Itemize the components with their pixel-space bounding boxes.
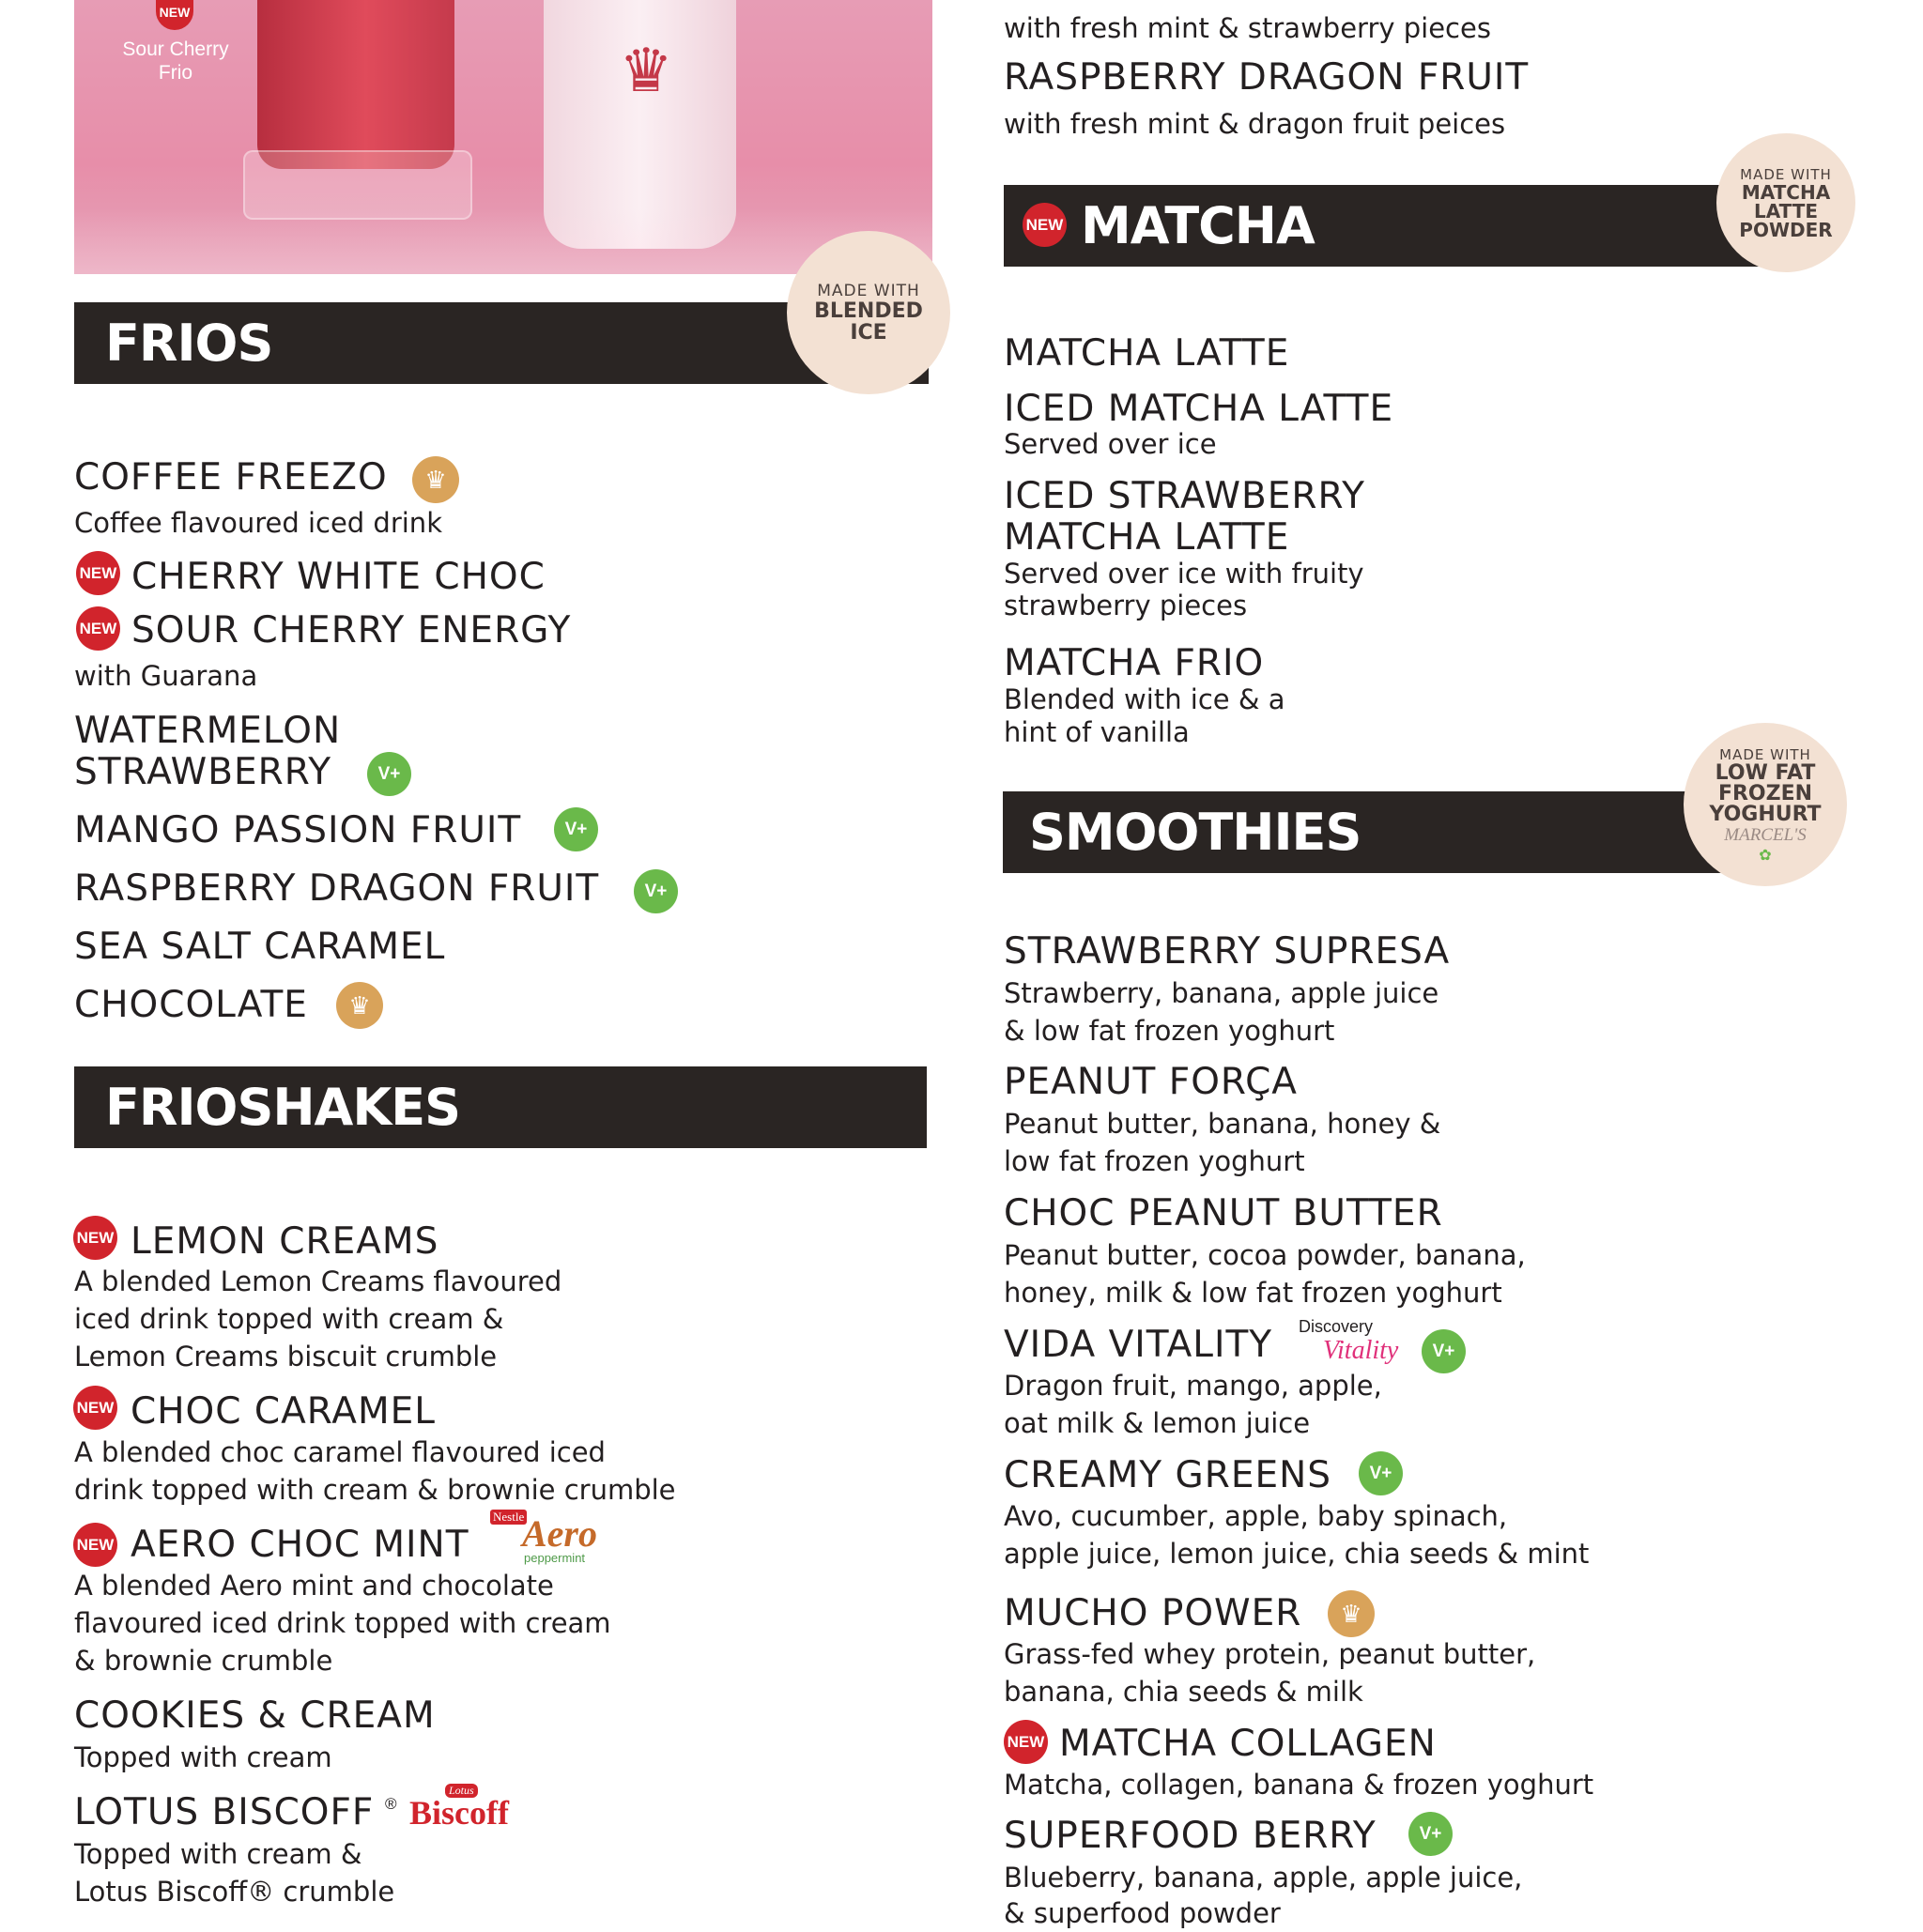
- item-name: COFFEE FREEZO: [74, 456, 388, 498]
- item-name: CREAMY GREENS: [1004, 1454, 1332, 1496]
- item-desc: flavoured iced drink topped with cream: [74, 1607, 611, 1639]
- section-title: FRIOSHAKES: [105, 1078, 460, 1137]
- item-name: CHOC PEANUT BUTTER: [1004, 1192, 1443, 1234]
- matcha-powder-badge: MADE WITH MATCHA LATTE POWDER: [1716, 133, 1855, 272]
- item-name: RASPBERRY DRAGON FRUIT: [74, 867, 600, 910]
- item-name: CHOC CARAMEL: [131, 1390, 437, 1433]
- item-name: RASPBERRY DRAGON FRUIT: [1004, 56, 1530, 99]
- item-name: STRAWBERRY SUPRESA: [1004, 930, 1451, 973]
- item-desc: with fresh mint & strawberry pieces: [1004, 12, 1491, 44]
- vegan-badge: V+: [554, 807, 598, 851]
- item-desc: Matcha, collagen, banana & frozen yoghurt: [1004, 1769, 1594, 1801]
- item-desc: A blended choc caramel flavoured iced: [74, 1436, 606, 1468]
- new-badge: NEW: [76, 551, 120, 595]
- frozen-yoghurt-badge: MADE WITH LOW FAT FROZEN YOGHURT MARCEL'S ✿: [1684, 723, 1847, 886]
- blended-ice-badge: MADE WITH BLENDED ICE: [787, 231, 950, 394]
- item-name: MANGO PASSION FRUIT: [74, 809, 522, 851]
- new-badge: NEW: [73, 1216, 117, 1260]
- vegan-badge: V+: [1359, 1451, 1403, 1495]
- item-desc: banana, chia seeds & milk: [1004, 1676, 1363, 1708]
- item-desc: Blended with ice & a: [1004, 683, 1285, 715]
- item-desc: Lotus Biscoff® crumble: [74, 1876, 395, 1908]
- item-desc: Dragon fruit, mango, apple,: [1004, 1370, 1382, 1402]
- item-desc: Blueberry, banana, apple, apple juice,: [1004, 1862, 1523, 1894]
- frioshakes-header: [74, 1066, 927, 1148]
- item-desc: Peanut butter, cocoa powder, banana,: [1004, 1239, 1526, 1271]
- vegan-badge: V+: [634, 869, 678, 913]
- item-name: MATCHA FRIO: [1004, 642, 1265, 684]
- crest-icon: ♛: [619, 37, 673, 104]
- item-desc: hint of vanilla: [1004, 716, 1190, 748]
- crest-badge-icon: ♛: [412, 456, 459, 503]
- aero-logo: Nestle Aero peppermint: [488, 1510, 601, 1566]
- registered-mark: ®: [385, 1795, 397, 1813]
- crest-badge-icon: ♛: [1328, 1590, 1375, 1637]
- item-name: ICED STRAWBERRY: [1004, 475, 1365, 517]
- item-name: SUPERFOOD BERRY: [1004, 1815, 1377, 1857]
- section-title: FRIOS: [105, 314, 273, 373]
- item-desc: Strawberry, banana, apple juice: [1004, 977, 1439, 1009]
- item-desc: A blended Lemon Creams flavoured: [74, 1265, 562, 1297]
- item-desc: Served over ice with fruity: [1004, 558, 1364, 590]
- item-name: MATCHA LATTE: [1004, 332, 1290, 375]
- item-desc: Lemon Creams biscuit crumble: [74, 1341, 498, 1372]
- item-desc: Served over ice: [1004, 428, 1217, 460]
- new-badge: NEW: [73, 1523, 117, 1567]
- item-desc: & low fat frozen yoghurt: [1004, 1015, 1335, 1047]
- item-desc: oat milk & lemon juice: [1004, 1407, 1311, 1439]
- item-desc: with fresh mint & dragon fruit peices: [1004, 108, 1506, 140]
- item-name: MATCHA LATTE: [1004, 516, 1290, 559]
- new-badge: NEW: [1023, 203, 1067, 247]
- marcels-logo: MARCEL'S: [1724, 824, 1807, 845]
- item-desc: Topped with cream: [74, 1741, 332, 1773]
- vegan-badge: V+: [367, 752, 411, 796]
- item-name: WATERMELON: [74, 710, 342, 752]
- item-name: STRAWBERRY: [74, 751, 332, 793]
- item-desc: & brownie crumble: [74, 1645, 333, 1677]
- new-badge: NEW: [76, 606, 120, 651]
- item-desc: Peanut butter, banana, honey &: [1004, 1108, 1441, 1140]
- item-name: COOKIES & CREAM: [74, 1694, 436, 1737]
- item-name: CHERRY WHITE CHOC: [131, 556, 546, 598]
- discovery-vitality-logo: Discovery Vitality: [1299, 1317, 1399, 1365]
- smoothies-header: [1003, 791, 1773, 873]
- hero-photo: [74, 0, 932, 274]
- item-desc: Topped with cream &: [74, 1838, 362, 1870]
- item-desc: apple juice, lemon juice, chia seeds & mint: [1004, 1538, 1590, 1570]
- section-title: MATCHA: [1081, 196, 1315, 255]
- item-name: SEA SALT CARAMEL: [74, 926, 446, 968]
- vegan-badge: V+: [1422, 1329, 1466, 1373]
- vegan-badge: V+: [1408, 1812, 1453, 1856]
- item-desc: A blended Aero mint and chocolate: [74, 1570, 554, 1602]
- red-frio-cup: [257, 0, 454, 169]
- item-desc: drink topped with cream & brownie crumble: [74, 1474, 676, 1506]
- new-badge: NEW: [1004, 1720, 1048, 1764]
- item-name: LEMON CREAMS: [131, 1220, 439, 1263]
- item-name: VIDA VITALITY: [1004, 1324, 1273, 1366]
- item-desc: Coffee flavoured iced drink: [74, 507, 442, 539]
- item-desc: strawberry pieces: [1004, 590, 1248, 621]
- section-title: SMOOTHIES: [1029, 803, 1361, 862]
- biscoff-logo: Lotus Biscoff: [409, 1784, 509, 1832]
- item-name: CHOCOLATE: [74, 984, 308, 1026]
- new-badge: NEW: [73, 1386, 117, 1430]
- matcha-header: [1004, 185, 1783, 267]
- item-name: AERO CHOC MINT: [131, 1524, 469, 1566]
- hero-caption: Sour Cherry Frio: [122, 38, 229, 84]
- item-name: SOUR CHERRY ENERGY: [131, 609, 572, 652]
- new-badge: NEW: [156, 0, 193, 30]
- item-name: LOTUS BISCOFF: [74, 1791, 375, 1833]
- item-desc: & superfood powder: [1004, 1897, 1281, 1929]
- item-desc: with Guarana: [74, 660, 258, 692]
- item-name: PEANUT FORÇA: [1004, 1061, 1298, 1103]
- item-name: MATCHA COLLAGEN: [1059, 1723, 1437, 1765]
- item-desc: low fat frozen yoghurt: [1004, 1145, 1305, 1177]
- item-desc: honey, milk & low fat frozen yoghurt: [1004, 1277, 1502, 1309]
- item-name: ICED MATCHA LATTE: [1004, 388, 1394, 430]
- item-desc: Grass-fed whey protein, peanut butter,: [1004, 1638, 1536, 1670]
- leaf-icon: ✿: [1759, 845, 1772, 864]
- item-name: MUCHO POWER: [1004, 1592, 1302, 1634]
- item-desc: iced drink topped with cream &: [74, 1303, 504, 1335]
- crest-badge-icon: ♛: [336, 982, 383, 1029]
- item-desc: Avo, cucumber, apple, baby spinach,: [1004, 1500, 1508, 1532]
